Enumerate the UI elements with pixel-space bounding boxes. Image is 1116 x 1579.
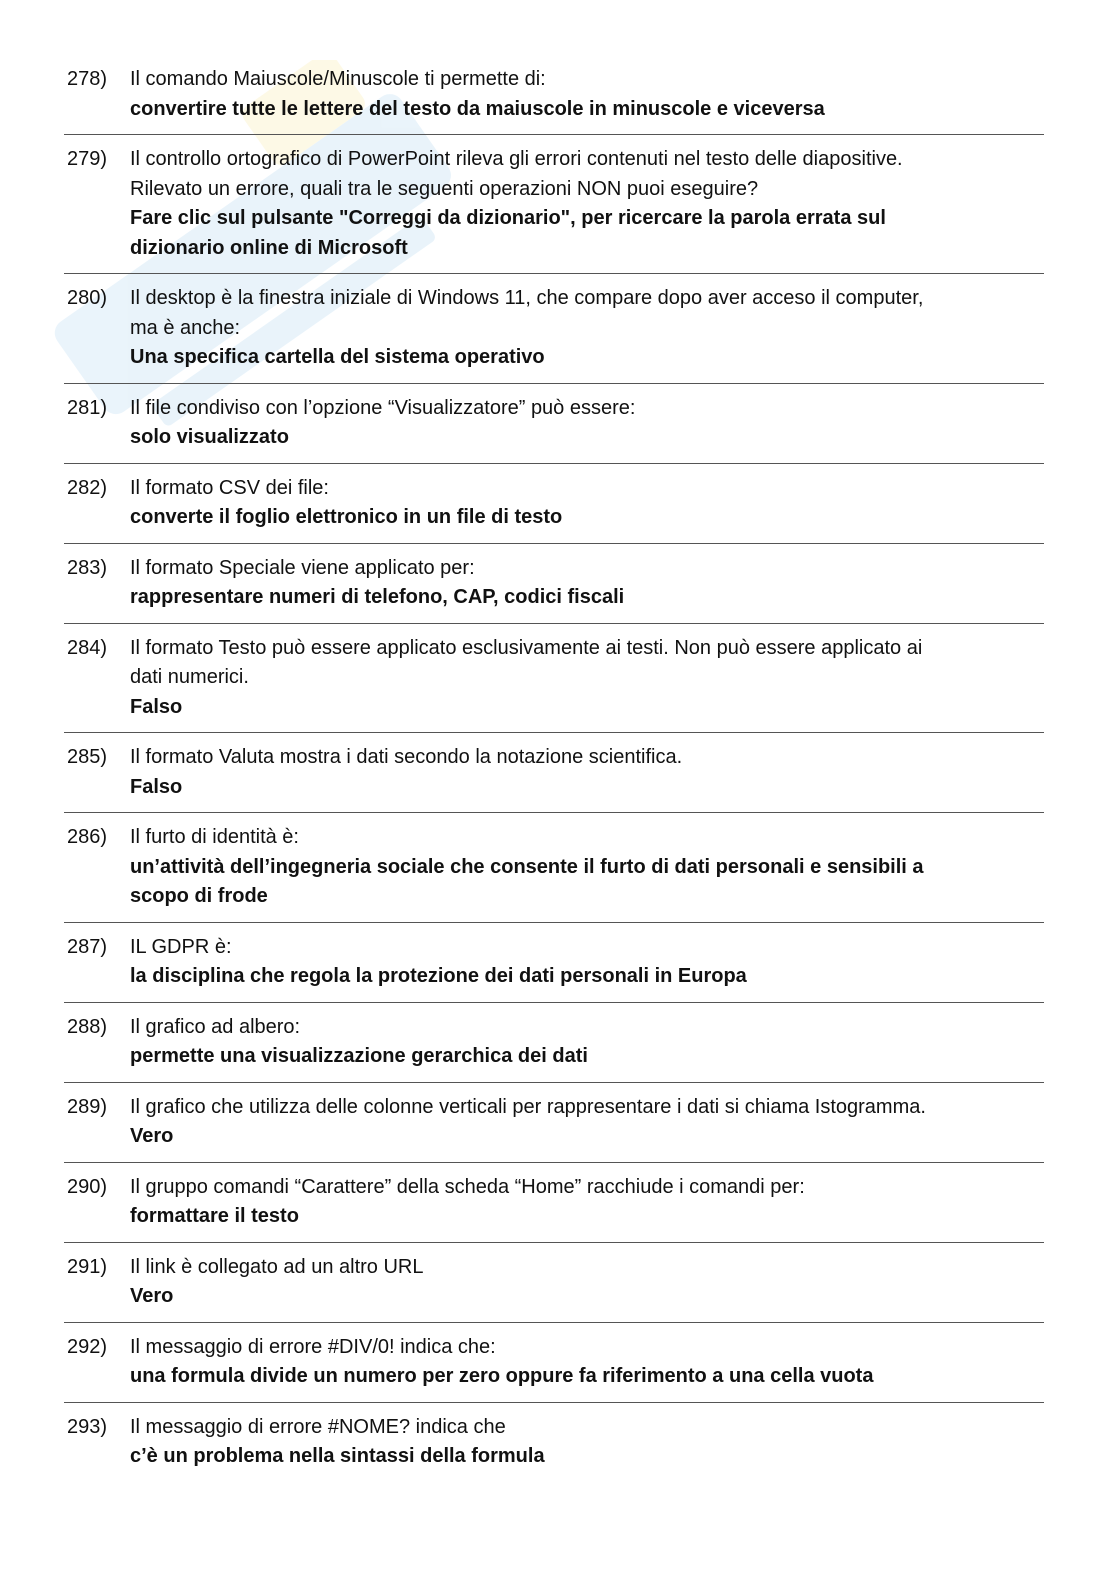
question-number: 291) [67,1255,108,1278]
question-body [130,1173,1044,1232]
question-text: dati numerici. [130,666,249,688]
question-text: Il formato Valuta mostra i dati secondo la notazione scientifica. [130,746,683,768]
answer-text: convertire tutte le lettere del testo da maiuscole in minuscole e viceversa [130,97,825,120]
question-number: 283) [67,556,108,579]
question-item [64,1323,1044,1403]
question-number: 282) [67,476,108,499]
question-item [64,384,1044,464]
question-item [64,813,1044,923]
question-text: Il gruppo comandi “Carattere” della scheda “Home” racchiude i comandi per: [130,1175,805,1198]
question-item [64,1003,1044,1083]
answer-text: Falso [130,695,183,718]
question-item [64,1403,1044,1482]
question-text: Il controllo ortografico di PowerPoint rileva gli errori contenuti nel testo delle diapositive. [130,148,903,170]
answer-text: Vero [130,1125,174,1147]
answer-text: formattare il testo [130,1205,299,1227]
question-text: Il formato Speciale viene applicato per: [130,556,475,579]
answer-text: converte il foglio elettronico in un file di testo [130,506,563,528]
question-item [64,135,1044,274]
question-item [64,55,1044,135]
question-body [130,554,1044,613]
question-number: 289) [67,1095,108,1118]
question-number: 278) [67,68,108,90]
question-text: IL GDPR è: [130,935,232,958]
question-list [64,55,1044,1482]
answer-text: un’attività dell’ingegneria sociale che consente il furto di dati personali e sensibili a [130,855,924,878]
question-number: 292) [67,1335,108,1358]
question-item [64,1163,1044,1243]
question-item [64,923,1044,1003]
question-text: Il file condiviso con l’opzione “Visualizzatore” può essere: [130,396,636,419]
question-text: Rilevato un errore, quali tra le seguenti operazioni NON puoi eseguire? [130,177,759,200]
question-number: 293) [67,1415,108,1438]
question-body [130,1413,1044,1472]
question-item [64,464,1044,544]
answer-text: scopo di frode [130,885,268,907]
question-number: 290) [67,1175,108,1198]
question-item [64,1083,1044,1163]
question-body [130,823,1044,912]
answer-text: Fare clic sul pulsante "Correggi da dizionario", per ricercare la parola errata sul [130,207,886,229]
question-body [130,145,1044,263]
question-number: 286) [67,826,108,848]
answer-text: dizionario online di Microsoft [130,236,408,259]
question-number: 281) [67,396,108,419]
answer-text: Vero [130,1285,174,1307]
question-number: 280) [67,287,108,309]
question-body [130,743,1044,802]
question-number: 284) [67,636,108,659]
question-text: Il desktop è la finestra iniziale di Windows 11, che compare dopo aver acceso il computer, [130,287,924,309]
answer-text: Falso [130,775,183,798]
answer-text: la disciplina che regola la protezione dei dati personali in Europa [130,965,747,987]
question-body [130,1013,1044,1072]
question-body [130,474,1044,533]
question-number: 287) [67,935,108,958]
question-text: Il grafico ad albero: [130,1015,301,1038]
question-text: Il formato Testo può essere applicato esclusivamente ai testi. Non può essere applicato ai [130,636,923,659]
question-body [130,634,1044,723]
answer-text: solo visualizzato [130,426,289,448]
question-body [130,933,1044,992]
answer-text: una formula divide un numero per zero oppure fa riferimento a una cella vuota [130,1365,874,1387]
question-text: Il grafico che utilizza delle colonne verticali per rappresentare i dati si chiama Istogramma. [130,1095,926,1118]
question-body [130,284,1044,373]
question-number: 279) [67,148,108,170]
question-text: Il messaggio di errore #DIV/0! indica che: [130,1335,496,1358]
question-number: 288) [67,1015,108,1038]
question-text: ma è anche: [130,316,241,339]
answer-text: c’è un problema nella sintassi della formula [130,1445,545,1467]
question-text: Il furto di identità è: [130,826,299,848]
answer-text: rappresentare numeri di telefono, CAP, codici fiscali [130,586,625,608]
question-item [64,624,1044,734]
question-item [64,544,1044,624]
answer-text: Una specifica cartella del sistema operativo [130,346,545,368]
question-text: Il messaggio di errore #NOME? indica che [130,1415,506,1438]
question-body [130,1093,1044,1152]
question-body [130,1253,1044,1312]
answer-text: permette una visualizzazione gerarchica dei dati [130,1045,588,1067]
question-item [64,274,1044,384]
question-item [64,733,1044,813]
question-text: Il formato CSV dei file: [130,476,329,499]
question-body [130,1333,1044,1392]
question-body [130,65,1044,124]
question-number: 285) [67,746,108,768]
question-text: Il link è collegato ad un altro URL [130,1255,424,1278]
question-text: Il comando Maiuscole/Minuscole ti permette di: [130,68,546,90]
question-body [130,394,1044,453]
question-item [64,1243,1044,1323]
